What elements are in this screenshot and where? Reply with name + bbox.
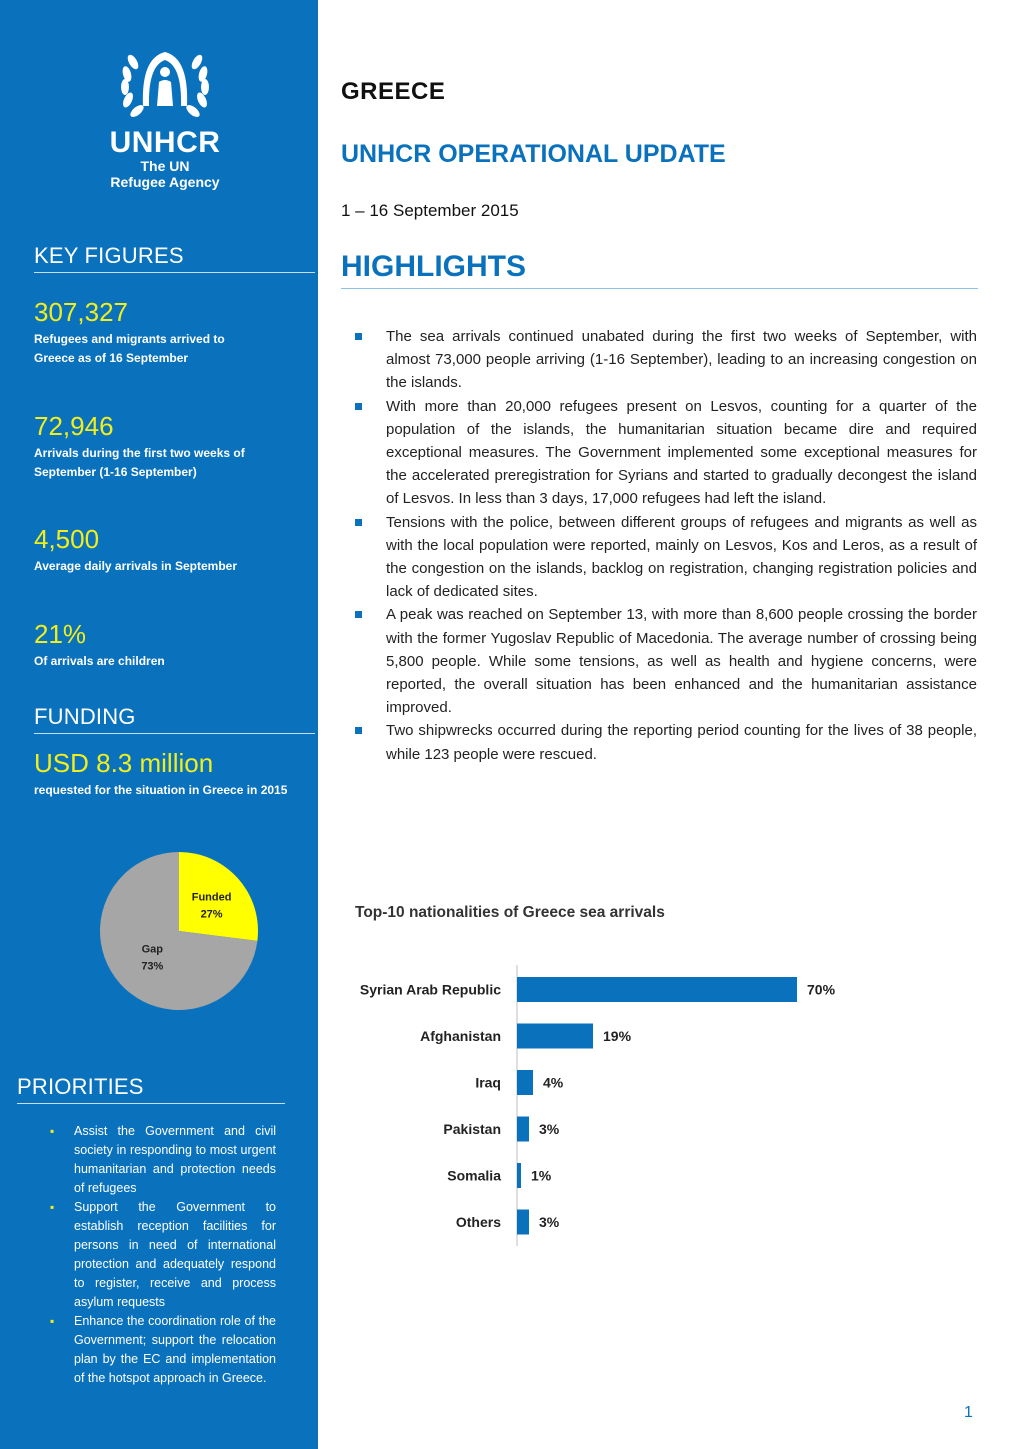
list-item [50,1312,276,1388]
unhcr-logo [100,44,230,190]
report-period: 1 – 16 September 2015 [341,201,519,220]
pie-value-label: 73% [141,960,164,973]
category-label: Others [455,1214,501,1230]
key-figure-desc: Arrivals during the first two weeks of September (1-16 September) [34,446,245,479]
key-figure-value: 72,946 [34,411,114,441]
highlight-text: Tensions with the police, between different groups of refugees and migrants as well as with the local population were reported, mainly on Lesvos, Kos and Leros, as a result of the congestion on the islands, backlog on registration, changing registration policies and lack of dedicated sites. [386,513,977,601]
list-item [50,1122,276,1198]
bullet-icon: ▪ [50,1200,55,1214]
list-item [50,1198,276,1312]
bullet-icon [355,727,362,734]
key-figures-heading: KEY FIGURES [34,243,315,273]
highlight-text: With more than 20,000 refugees present on Lesvos, counting for a quarter of the population of the islands, the humanitarian situation became dire and required exceptional measures. The Government implemented some exceptional measures for the accelerated preregistration for Syrians and started to gradually decongest the island of Lesvos. In less than 3 days, 17,000 refugees had left the island. [386,397,977,508]
list-item [352,395,977,511]
bullet-icon [355,403,362,410]
unhcr-emblem-icon [115,44,215,124]
bar [517,1070,533,1095]
data-label: 19% [603,1028,632,1044]
highlight-text: The sea arrivals continued unabated during the first two weeks of September, with almost 73,000 people arriving (1-16 September), leading to an increasing congestion on the islands. [386,328,977,392]
nationalities-bar-chart [340,960,940,1250]
priority-text: Assist the Government and civil society in responding to most urgent humanitarian and protection needs of refugees [74,1124,276,1195]
highlights-list [352,325,977,766]
key-figure-value: 307,327 [34,297,128,327]
key-figure-desc: Average daily arrivals in September [34,559,237,573]
category-label: Syrian Arab Republic [359,981,501,998]
logo-tagline: The UN [140,158,190,174]
page-number: 1 [964,1404,973,1421]
bullet-icon: ▪ [50,1124,55,1138]
funding-heading: FUNDING [34,704,315,734]
bar [517,1117,529,1142]
highlight-text: A peak was reached on September 13, with more than 8,600 people crossing the border with the former Yugoslav Republic of Macedonia. The average number of crossing being 5,800 people. While some tensions, as well as health and hygiene concerns, were reported, the overall situation has been enhanced and the humanitarian assistance improved. [386,606,977,717]
page-title: UNHCR OPERATIONAL UPDATE [341,140,726,168]
priorities-heading: PRIORITIES [17,1074,285,1104]
pie-label: Funded [191,891,232,904]
bullet-icon [355,611,362,618]
data-label: 1% [531,1167,552,1184]
category-label: Iraq [475,1074,501,1091]
data-label: 3% [539,1121,560,1137]
bullet-icon [355,333,362,340]
priority-text: Support the Government to establish reception facilities for persons in need of international protection and adequately respond to register, receive and process asylum requests [74,1200,276,1309]
funding-desc: requested for the situation in Greece in 2015 [34,783,288,797]
bar [517,1163,521,1188]
priority-text: Enhance the coordination role of the Government; support the relocation plan by the EC and implementation of the hotspot approach in Greece. [74,1314,276,1385]
highlights-heading: HIGHLIGHTS [341,250,978,289]
chart-title: Top-10 nationalities of Greece sea arrivals [355,904,665,921]
key-figure-value: 4,500 [34,524,100,554]
bar [517,1210,529,1235]
key-figure-desc: Refugees and migrants arrived to Greece as of 16 September [34,332,225,365]
bullet-icon: ▪ [50,1314,55,1328]
list-item [352,603,977,719]
sidebar [0,0,318,1449]
category-label: Somalia [447,1167,501,1184]
list-item [352,511,977,604]
priorities-list [50,1122,276,1388]
list-item [352,325,977,395]
bar [517,977,797,1002]
country-title: GREECE [341,78,446,105]
category-label: Afghanistan [420,1028,501,1044]
key-figure-value: 21% [34,619,87,649]
funding-amount: USD 8.3 million [34,748,214,778]
data-label: 3% [539,1214,560,1230]
funding-pie-chart [98,850,260,1012]
data-label: 70% [807,981,836,998]
category-label: Pakistan [443,1121,501,1137]
data-label: 4% [543,1074,564,1091]
pie-label: Gap [141,943,164,956]
logo-wordmark: UNHCR [109,126,221,159]
bullet-icon [355,519,362,526]
logo-tagline: Refugee Agency [110,174,220,190]
highlight-text: Two shipwrecks occurred during the reporting period counting for the lives of 38 people, while 123 people were rescued. [386,722,977,763]
key-figure-desc: Of arrivals are children [34,654,165,668]
list-item [352,719,977,765]
pie-value-label: 27% [200,908,223,921]
bar [517,1024,593,1049]
